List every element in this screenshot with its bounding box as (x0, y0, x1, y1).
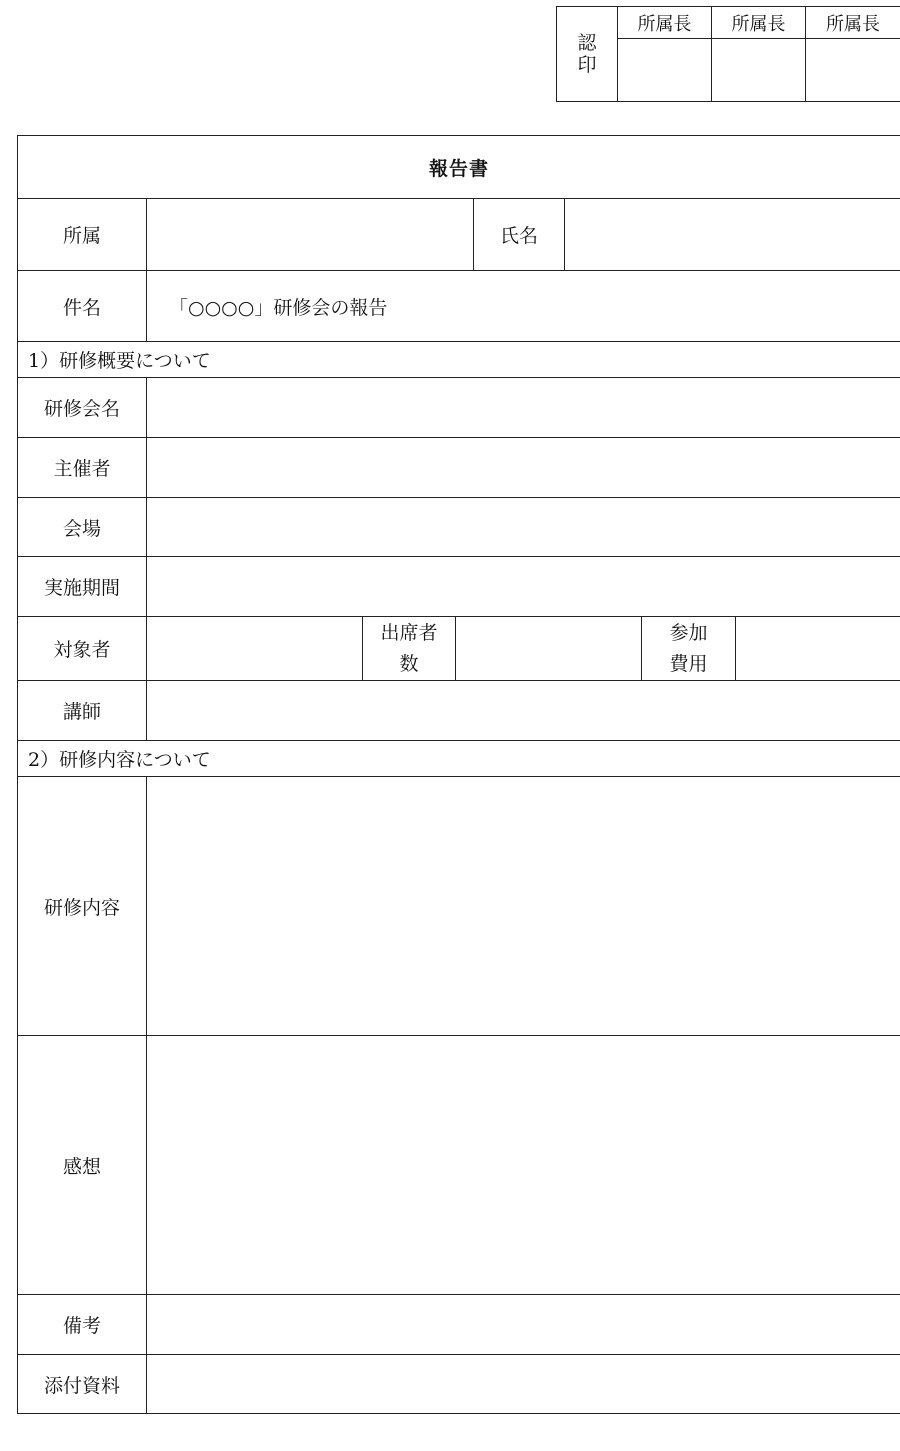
remarks-label: 備考 (18, 1295, 147, 1355)
approval-stamp-cell[interactable] (618, 39, 712, 102)
participation-fee-label: 参加 費用 (642, 617, 736, 681)
training-content-field[interactable] (147, 777, 900, 1036)
attachments-label: 添付資料 (18, 1355, 147, 1414)
organizer-label: 主催者 (18, 438, 147, 498)
venue-label: 会場 (18, 498, 147, 557)
approval-seal-label: 認 印 (557, 7, 618, 102)
organizer-field[interactable] (147, 438, 900, 498)
target-audience-field[interactable] (147, 617, 363, 681)
affiliation-label: 所属 (18, 199, 147, 271)
lecturer-label: 講師 (18, 681, 147, 741)
attachments-field[interactable] (147, 1355, 900, 1414)
impressions-field[interactable] (147, 1036, 900, 1295)
remarks-field[interactable] (147, 1295, 900, 1355)
section-heading-overview: 1）研修概要について (18, 342, 900, 378)
approval-column-header: 所属長 (806, 7, 900, 39)
approval-stamp-cell[interactable] (712, 39, 806, 102)
subject-label: 件名 (18, 271, 147, 342)
period-label: 実施期間 (18, 557, 147, 617)
section-heading-content: 2）研修内容について (18, 741, 900, 777)
target-audience-label: 対象者 (18, 617, 147, 681)
participation-fee-field[interactable] (736, 617, 900, 681)
page-title: 報告書 (18, 136, 900, 199)
subject-field[interactable]: 「○○○○」研修会の報告 (147, 271, 900, 342)
attendee-count-field[interactable] (456, 617, 642, 681)
name-label: 氏名 (474, 199, 565, 271)
attendee-count-label: 出席者 数 (363, 617, 456, 681)
name-field[interactable] (565, 199, 900, 271)
venue-field[interactable] (147, 498, 900, 557)
period-field[interactable] (147, 557, 900, 617)
seminar-name-field[interactable] (147, 378, 900, 438)
lecturer-field[interactable] (147, 681, 900, 741)
approval-column-header: 所属長 (712, 7, 806, 39)
training-content-label: 研修内容 (18, 777, 147, 1036)
approval-stamp-cell[interactable] (806, 39, 900, 102)
approval-column-header: 所属長 (618, 7, 712, 39)
seminar-name-label: 研修会名 (18, 378, 147, 438)
affiliation-field[interactable] (147, 199, 474, 271)
impressions-label: 感想 (18, 1036, 147, 1295)
approval-stamp-box (556, 6, 900, 102)
report-form (17, 135, 900, 1414)
